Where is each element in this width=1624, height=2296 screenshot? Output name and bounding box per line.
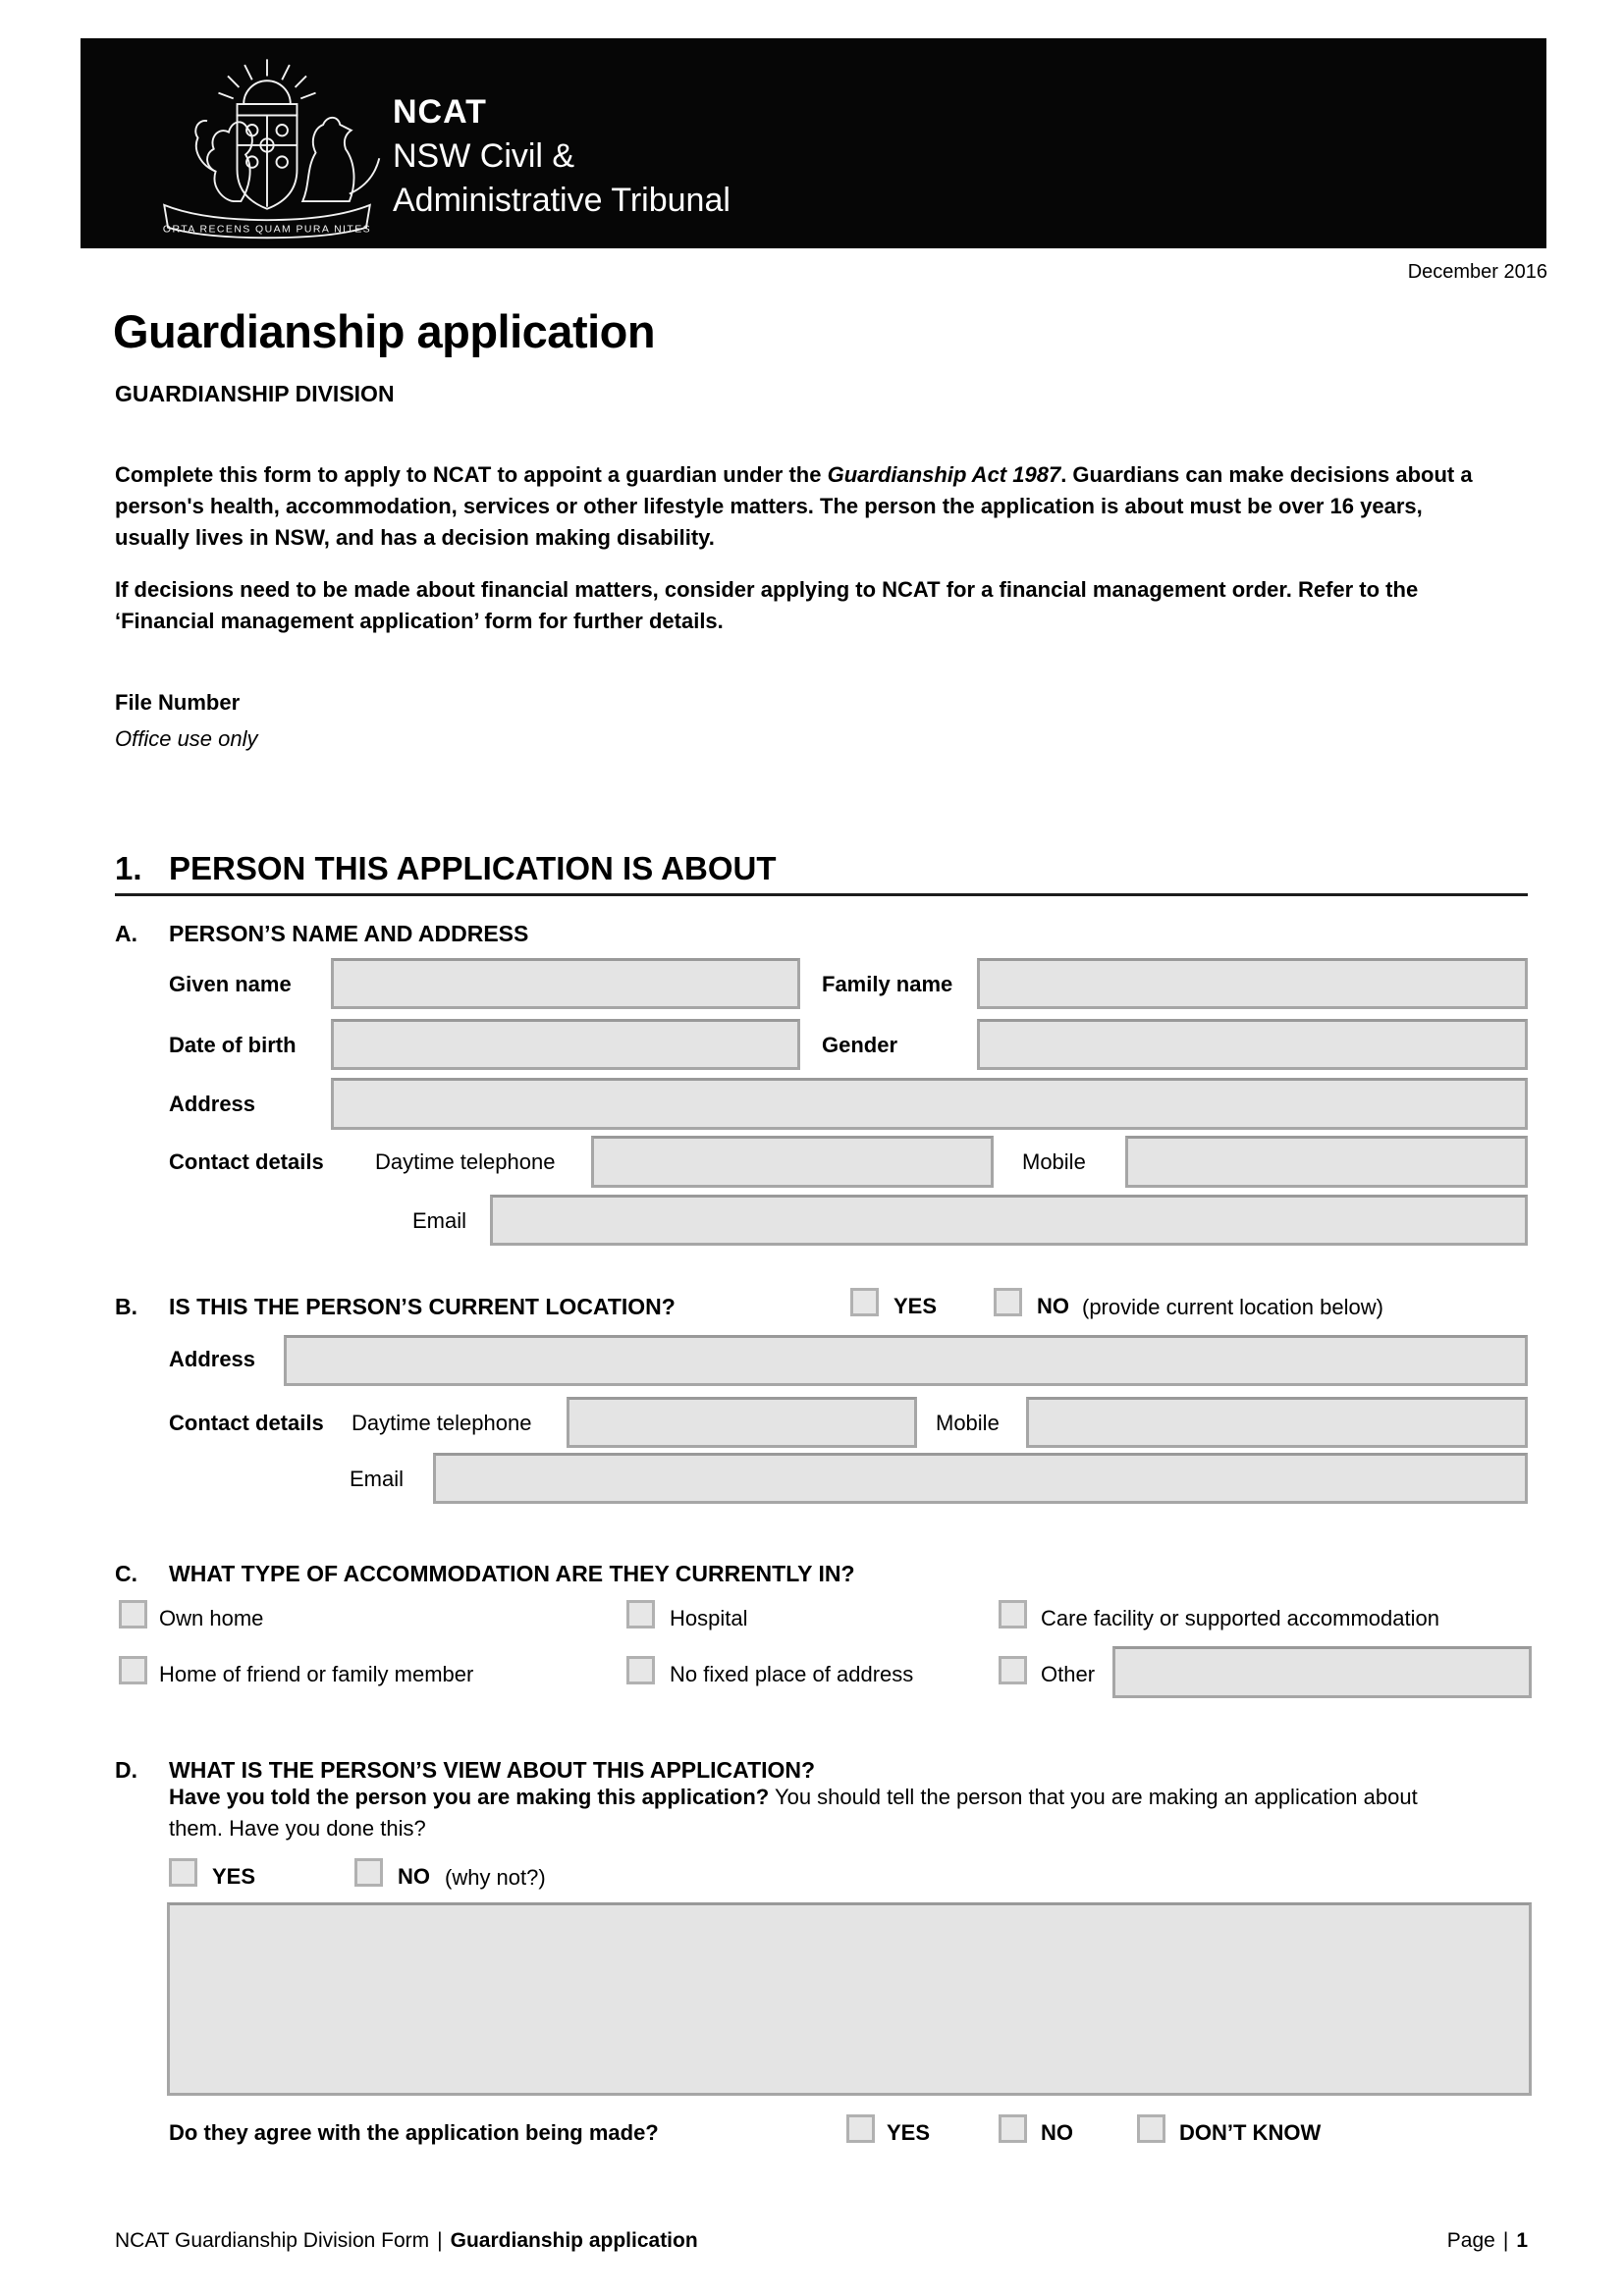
section-c-title: WHAT TYPE OF ACCOMMODATION ARE THEY CURRENTLY IN? <box>169 1561 855 1586</box>
footer-page-number: 1 <box>1516 2229 1528 2252</box>
date-of-birth-input[interactable] <box>331 1019 800 1070</box>
d-why-not-label: (why not?) <box>445 1865 546 1890</box>
footer-page <box>1447 2229 1528 2253</box>
d-agree-question: Do they agree with the application being made? <box>169 2120 659 2145</box>
b-email-label: Email <box>350 1467 405 1491</box>
d-agree-dont-know-checkbox[interactable] <box>1137 2114 1165 2143</box>
email-input[interactable] <box>490 1195 1528 1246</box>
b-mobile-label: Mobile <box>936 1411 1000 1435</box>
section-c-letter: C. <box>115 1561 137 1586</box>
header-bar <box>81 38 1546 248</box>
b-yes-label: YES <box>893 1294 938 1318</box>
footer-page-label: Page <box>1446 2229 1495 2252</box>
intro-paragraph-2: If decisions need to be made about financial matters, consider applying to NCAT for a financial management order. Refer to the ‘Financial management application’ form for further details. <box>115 577 1419 633</box>
d-agree-no-label: NO <box>1041 2120 1073 2145</box>
intro-paragraph-1 <box>115 459 1489 554</box>
b-no-checkbox[interactable] <box>994 1288 1022 1316</box>
b-address-label: Address <box>169 1347 256 1371</box>
footer-separator: | <box>437 2229 443 2252</box>
section-b-title: IS THIS THE PERSON’S CURRENT LOCATION? <box>169 1294 676 1319</box>
intro-p1-after: . Guardians can make decisions about a person's health, accommodation, services or other lifestyle matters. The person the application is about must be over 16 years, usually lives in NSW, and has a decision making disability. <box>115 462 1473 550</box>
c-friend-family-label: Home of friend or family member <box>159 1662 474 1686</box>
d-question-bold: Have you told the person you are making this application? <box>169 1785 770 1809</box>
b-no-hint: (provide current location below) <box>1082 1295 1383 1319</box>
brand-ncat: NCAT <box>393 93 487 131</box>
given-name-label: Given name <box>169 972 292 996</box>
c-other-input[interactable] <box>1112 1646 1532 1698</box>
c-hospital-label: Hospital <box>670 1606 748 1630</box>
gender-label: Gender <box>822 1033 898 1057</box>
c-care-facility-label: Care facility or supported accommodation <box>1041 1606 1439 1630</box>
c-friend-family-checkbox[interactable] <box>119 1656 147 1684</box>
b-no-label: NO <box>1037 1294 1069 1318</box>
brand-line2: NSW Civil & <box>393 137 575 175</box>
section-b-letter: B. <box>115 1294 137 1319</box>
daytime-telephone-label: Daytime telephone <box>375 1149 556 1174</box>
address-input[interactable] <box>331 1078 1528 1130</box>
d-question <box>169 1782 1445 1844</box>
footer-form-name: NCAT Guardianship Division Form <box>115 2229 430 2252</box>
d-question-rest: You should tell the person that you are making an application about them. Have you done this? <box>169 1785 1418 1841</box>
b-daytime-telephone-label: Daytime telephone <box>352 1411 532 1435</box>
footer-page-separator: | <box>1502 2229 1509 2252</box>
b-daytime-telephone-input[interactable] <box>567 1397 917 1448</box>
d-agree-yes-checkbox[interactable] <box>846 2114 875 2143</box>
section1-title: PERSON THIS APPLICATION IS ABOUT <box>169 850 777 886</box>
b-email-input[interactable] <box>433 1453 1528 1504</box>
c-care-facility-checkbox[interactable] <box>999 1600 1027 1629</box>
b-contact-details-label: Contact details <box>169 1411 324 1435</box>
c-no-fixed-address-label: No fixed place of address <box>670 1662 914 1686</box>
section1-number: 1. <box>115 850 142 886</box>
mobile-input[interactable] <box>1125 1136 1528 1188</box>
footer-left <box>115 2229 698 2253</box>
brand-block <box>393 90 731 223</box>
email-label: Email <box>412 1208 467 1233</box>
c-own-home-checkbox[interactable] <box>119 1600 147 1629</box>
b-mobile-input[interactable] <box>1026 1397 1528 1448</box>
d-agree-no-checkbox[interactable] <box>999 2114 1027 2143</box>
division-subtitle: GUARDIANSHIP DIVISION <box>115 381 395 406</box>
footer-form-title: Guardianship application <box>450 2229 698 2252</box>
d-told-no-label: NO <box>398 1864 430 1889</box>
gender-input[interactable] <box>977 1019 1528 1070</box>
d-agree-dont-know-label: DON’T KNOW <box>1179 2120 1322 2145</box>
section-a-title: PERSON’S NAME AND ADDRESS <box>169 921 529 946</box>
mobile-label: Mobile <box>1022 1149 1086 1174</box>
c-other-checkbox[interactable] <box>999 1656 1027 1684</box>
nsw-coat-of-arms <box>135 46 400 242</box>
date-of-birth-label: Date of birth <box>169 1033 297 1057</box>
d-why-not-textarea[interactable] <box>167 1902 1532 2096</box>
address-label: Address <box>169 1092 256 1116</box>
c-own-home-label: Own home <box>159 1606 264 1630</box>
page-title: Guardianship application <box>113 305 656 357</box>
section-d-title: WHAT IS THE PERSON’S VIEW ABOUT THIS APPLICATION? <box>169 1757 816 1783</box>
contact-details-label: Contact details <box>169 1149 324 1174</box>
section1-divider <box>115 893 1528 896</box>
c-other-label: Other <box>1041 1662 1096 1686</box>
intro-p1-act-name: Guardianship Act 1987 <box>827 462 1061 487</box>
d-told-yes-label: YES <box>212 1864 256 1889</box>
brand-line3: Administrative Tribunal <box>393 182 731 219</box>
b-address-input[interactable] <box>284 1335 1528 1386</box>
given-name-input[interactable] <box>331 958 800 1009</box>
daytime-telephone-input[interactable] <box>591 1136 994 1188</box>
family-name-input[interactable] <box>977 958 1528 1009</box>
intro-p1-before: Complete this form to apply to NCAT to appoint a guardian under the <box>115 462 828 487</box>
section-d-letter: D. <box>115 1757 137 1783</box>
c-no-fixed-address-checkbox[interactable] <box>626 1656 655 1684</box>
file-number-note: Office use only <box>115 726 258 751</box>
document-date: December 2016 <box>1407 261 1547 283</box>
d-told-no-checkbox[interactable] <box>354 1858 383 1887</box>
file-number-label: File Number <box>115 690 241 715</box>
d-told-yes-checkbox[interactable] <box>169 1858 197 1887</box>
d-agree-yes-label: YES <box>887 2120 931 2145</box>
section-a-letter: A. <box>115 921 137 946</box>
b-yes-checkbox[interactable] <box>850 1288 879 1316</box>
crest-motto: ORTA RECENS QUAM PURA NITES <box>162 224 372 236</box>
c-hospital-checkbox[interactable] <box>626 1600 655 1629</box>
family-name-label: Family name <box>822 972 953 996</box>
